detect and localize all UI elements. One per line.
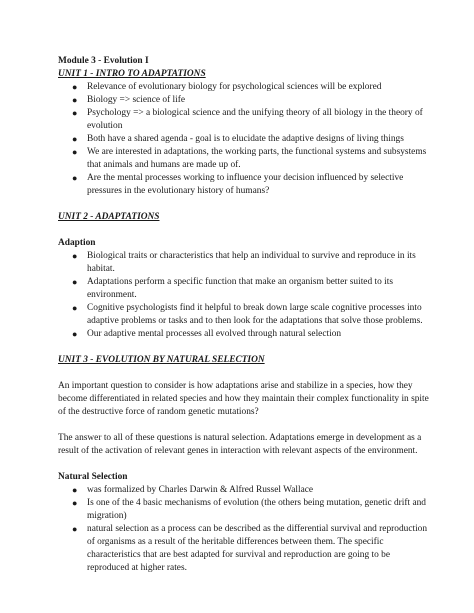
unit3-subheading: Natural Selection — [58, 472, 128, 482]
list-item-text: We are interested in adaptations, the working parts, the functional systems and subsystems that animals and humans are made up of. — [87, 147, 427, 170]
spacer — [58, 198, 430, 211]
list-item — [58, 94, 430, 107]
list-item-text: Relevance of evolutionary biology for psychological sciences will be explored — [87, 82, 382, 92]
bullet-icon: ● — [72, 524, 78, 534]
bullet-icon: ● — [72, 498, 78, 508]
bullet-icon: ● — [72, 95, 78, 105]
list-item-text: Both have a shared agenda - goal is to elucidate the adaptive designs of living things — [87, 134, 404, 144]
unit2-bullet-list — [58, 250, 430, 341]
spacer — [58, 367, 430, 380]
list-item-text: Adaptations perform a specific function that make an organism better suited to its environment. — [87, 277, 393, 300]
list-item-text: Is one of the 4 basic mechanisms of evolution (the others being mutation, genetic drift and migration) — [87, 498, 426, 521]
list-item-text: natural selection as a process can be described as the differential survival and reproduction of organisms as a result of the heritable differences between them. The specific characteristics that are best adapted for survival and reproduction are going to be reproduced at higher rates. — [87, 524, 428, 573]
list-item-text: Biological traits or characteristics that help an individual to survive and reproduce in its habitat. — [87, 251, 416, 274]
bullet-icon: ● — [72, 485, 78, 495]
list-item — [58, 484, 430, 497]
list-item — [58, 276, 430, 302]
spacer — [58, 419, 430, 432]
spacer — [58, 224, 430, 237]
list-item-text: Cognitive psychologists find it helpful to break down large scale cognitive processes into adaptive problems or tasks and to then look for the adaptations that solve those problems. — [87, 303, 423, 326]
unit2-heading: UNIT 2 - ADAPTATIONS — [58, 212, 160, 222]
unit2-subheading: Adaption — [58, 238, 96, 248]
list-item-text: Biology => science of life — [87, 95, 186, 105]
list-item-text: Are the mental processes working to influence your decision influenced by selective pressures in the evolutionary history of humans? — [87, 173, 404, 196]
list-item — [58, 523, 430, 575]
bullet-icon: ● — [72, 277, 78, 287]
spacer — [58, 458, 430, 471]
bullet-icon: ● — [72, 251, 78, 261]
list-item — [58, 250, 430, 276]
list-item — [58, 328, 430, 341]
list-item — [58, 107, 430, 133]
list-item — [58, 146, 430, 172]
bullet-icon: ● — [72, 303, 78, 313]
unit1-heading: UNIT 1 - INTRO TO ADAPTATIONS — [58, 69, 206, 79]
unit3-heading: UNIT 3 - EVOLUTION BY NATURAL SELECTION — [58, 355, 265, 365]
unit3-paragraph-2: The answer to all of these questions is natural selection. Adaptations emerge in development as a result of the activation of relevant genes in interaction with relevant aspects of the environment. — [58, 433, 422, 456]
bullet-icon: ● — [72, 134, 78, 144]
unit3-paragraph-1: An important question to consider is how adaptations arise and stabilize in a species, how they become differentiated in related species and how they maintain their complex functionality in spite of the destructive force of random genetic mutations? — [58, 381, 429, 417]
unit3-bullet-list — [58, 484, 430, 575]
bullet-icon: ● — [72, 108, 78, 118]
bullet-icon: ● — [72, 147, 78, 157]
document-body — [58, 55, 430, 575]
unit1-bullet-list — [58, 81, 430, 198]
list-item — [58, 302, 430, 328]
list-item-text: Our adaptive mental processes all evolved through natural selection — [87, 329, 342, 339]
bullet-icon: ● — [72, 82, 78, 92]
list-item — [58, 133, 430, 146]
list-item — [58, 497, 430, 523]
list-item-text: was formalized by Charles Darwin & Alfred Russel Wallace — [87, 485, 314, 495]
list-item — [58, 172, 430, 198]
list-item — [58, 81, 430, 94]
bullet-icon: ● — [72, 173, 78, 183]
bullet-icon: ● — [72, 329, 78, 339]
list-item-text: Psychology => a biological science and the unifying theory of all biology in the theory of evolution — [87, 108, 423, 131]
module-title: Module 3 - Evolution I — [58, 56, 149, 66]
spacer — [58, 341, 430, 354]
